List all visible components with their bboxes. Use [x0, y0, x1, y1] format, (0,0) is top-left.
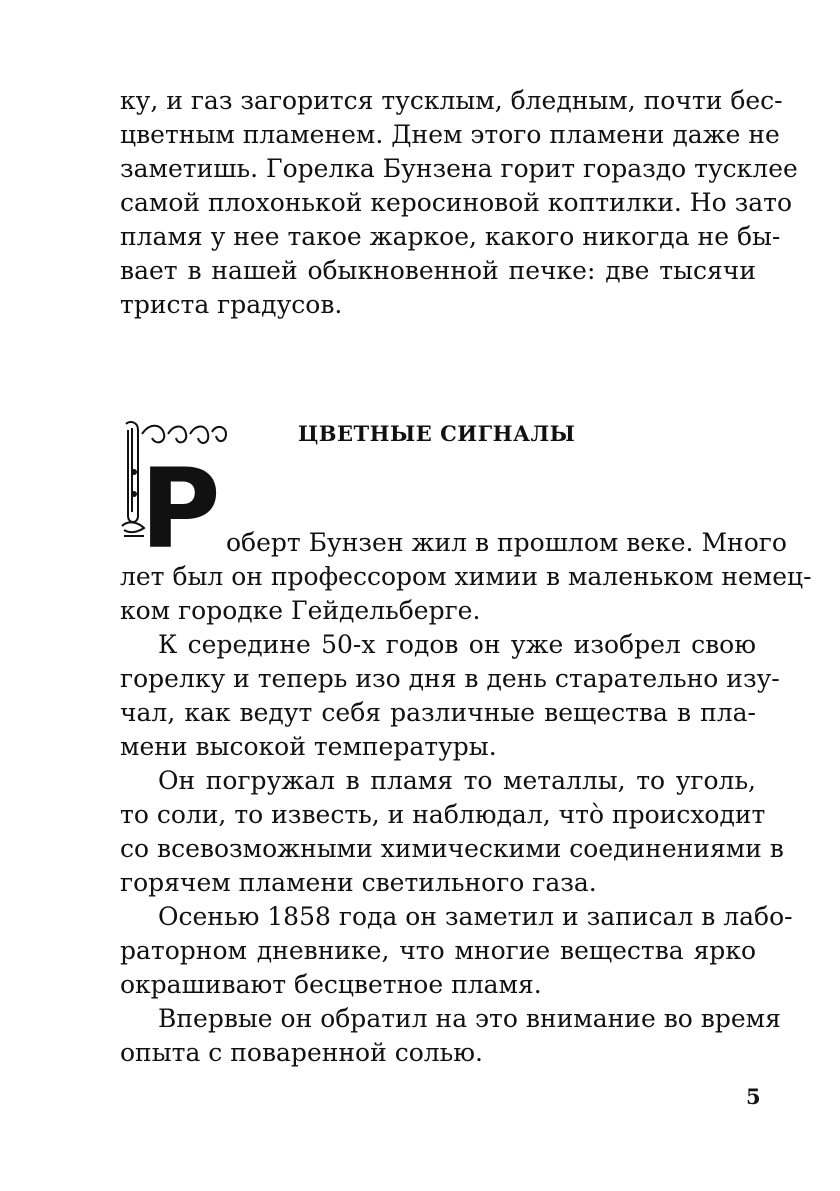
drop-cap-ornament-icon [120, 420, 232, 548]
text-line: горячем пламени светильного газа. [120, 868, 597, 897]
text-line: Впервые он обратил на это внимание во время [158, 1004, 781, 1033]
text-line: самой плохонькой керосиновой коптилки. Но зато [120, 188, 793, 217]
text-line: чал, как ведут себя различные вещества в пла- [120, 698, 756, 727]
text-line: горелку и теперь изо дня в день старательно изу- [120, 664, 780, 693]
text-line: пламя у нее такое жаркое, какого никогда не бы- [120, 222, 781, 251]
text-line: обeрт Бунзен жил в прошлом веке. Много [226, 528, 787, 557]
text-line: ку, и газ загорится тусклым, бледным, почти бес- [120, 86, 783, 115]
text-line: со всевозможными химическими соединениями в [120, 834, 784, 863]
text-line: К середине 50-х годов он уже изобрел свою [158, 630, 756, 659]
section-heading: ЦВЕТНЫЕ СИГНАЛЫ [298, 421, 576, 446]
text-line: то соли, то известь, и наблюдал, что̀ происходит [120, 800, 766, 829]
drop-cap-letter: Р [140, 445, 221, 548]
text-line: цветным пламенем. Днем этого пламени даже не [120, 120, 780, 149]
text-line: Осенью 1858 года он заметил и записал в лабо- [158, 902, 793, 931]
text-line: лет был он профессором химии в маленьком немец- [120, 562, 812, 591]
page-number: 5 [746, 1084, 761, 1109]
text-line: ком городке Гейдельберге. [120, 596, 481, 625]
text-line: заметишь. Горелка Бунзена горит гораздо тусклее [120, 154, 798, 183]
text-line: вает в нашей обыкновенной печке: две тысячи [120, 256, 756, 285]
text-line: окрашивают бесцветное пламя. [120, 970, 542, 999]
text-line: мени высокой температуры. [120, 732, 497, 761]
text-line: опыта с поваренной солью. [120, 1038, 483, 1067]
text-line: раторном дневнике, что многие вещества ярко [120, 936, 756, 965]
text-line: Он погружал в пламя то металлы, то уголь, [158, 766, 756, 795]
text-line: триста градусов. [120, 290, 343, 319]
drop-cap [120, 420, 232, 548]
